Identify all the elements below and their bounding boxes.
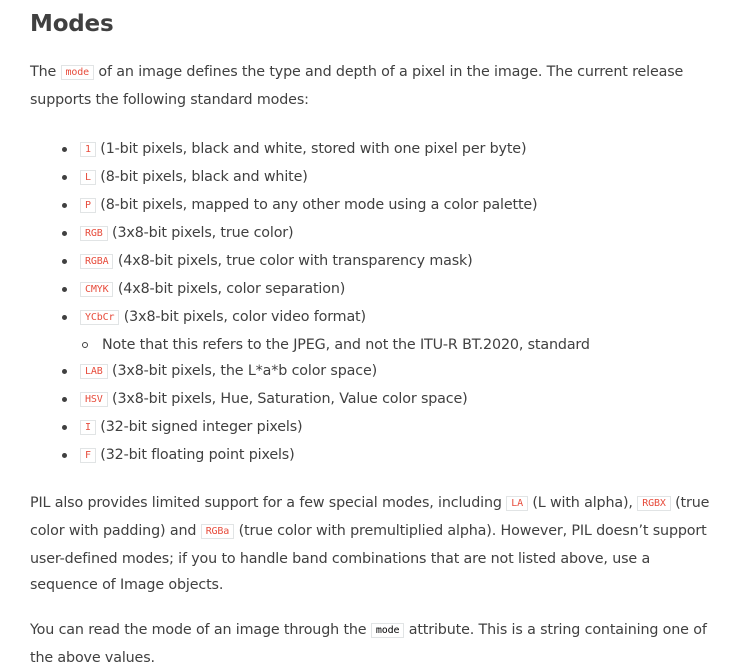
mode-code: CMYK	[80, 282, 113, 297]
section-heading: Modes	[30, 11, 114, 37]
intro-text-after: of an image defines the type and depth of a pixel in the image. The current release supports the following standard modes:	[30, 64, 684, 108]
special-text-3: (true color with padding) and	[30, 495, 710, 539]
list-item	[60, 136, 720, 164]
bullet-icon	[62, 203, 67, 208]
mode-code: P	[80, 198, 96, 213]
inline-code-mode: mode	[61, 65, 94, 80]
list-item	[60, 358, 720, 386]
bullet-icon	[62, 425, 67, 430]
mode-description: (32-bit floating point pixels)	[95, 447, 295, 463]
list-item	[60, 414, 720, 442]
mode-code: I	[80, 420, 96, 435]
list-item	[60, 386, 720, 414]
mode-description: (3x8-bit pixels, Hue, Saturation, Value color space)	[107, 391, 468, 407]
bullet-icon	[62, 315, 67, 320]
mode-code: 1	[80, 142, 96, 157]
mode-description: (8-bit pixels, black and white)	[95, 169, 308, 185]
inline-code-mode-attribute: mode	[371, 623, 404, 638]
bullet-icon	[62, 397, 67, 402]
sub-list-item	[80, 332, 720, 358]
mode-description: (1-bit pixels, black and white, stored with one pixel per byte)	[95, 141, 527, 157]
inline-code-rgba-premult: RGBa	[201, 524, 234, 539]
bullet-icon	[62, 369, 67, 374]
mode-code: L	[80, 170, 96, 185]
mode-description: (3x8-bit pixels, true color)	[107, 225, 294, 241]
special-text-2: (L with alpha),	[527, 495, 638, 511]
mode-code: HSV	[80, 392, 108, 407]
inline-code-la: LA	[506, 496, 528, 511]
mode-code: RGB	[80, 226, 108, 241]
sub-list	[80, 332, 720, 358]
special-modes-paragraph	[30, 490, 720, 598]
list-item	[60, 248, 720, 276]
mode-description: (4x8-bit pixels, color separation)	[113, 281, 346, 297]
mode-code: LAB	[80, 364, 108, 379]
modes-list	[30, 136, 720, 470]
bullet-icon	[62, 453, 67, 458]
mode-note: Note that this refers to the JPEG, and not the ITU-R BT.2020, standard	[102, 337, 590, 353]
list-item	[60, 164, 720, 192]
read-mode-paragraph	[30, 617, 720, 671]
intro-text-before: The	[30, 64, 61, 80]
bullet-icon	[62, 259, 67, 264]
list-item	[60, 220, 720, 248]
bullet-icon	[62, 287, 67, 292]
bullet-icon	[62, 231, 67, 236]
list-item	[60, 192, 720, 220]
document-section	[30, 0, 720, 671]
inline-code-rgbx: RGBX	[637, 496, 670, 511]
mode-description: (3x8-bit pixels, color video format)	[119, 309, 366, 325]
read-text-2: attribute. This is a string containing one of the above values.	[30, 622, 707, 666]
mode-code: F	[80, 448, 96, 463]
list-item	[60, 304, 720, 358]
bullet-icon	[62, 147, 67, 152]
mode-description: (3x8-bit pixels, the L*a*b color space)	[107, 363, 378, 379]
special-text-1: PIL also provides limited support for a few special modes, including	[30, 495, 507, 511]
bullet-icon	[62, 175, 67, 180]
circle-bullet-icon	[82, 342, 88, 348]
mode-description: (8-bit pixels, mapped to any other mode using a color palette)	[95, 197, 538, 213]
list-item	[60, 442, 720, 470]
mode-code: RGBA	[80, 254, 113, 269]
read-text-1: You can read the mode of an image through the	[30, 622, 371, 638]
intro-paragraph	[30, 59, 720, 113]
list-item	[60, 276, 720, 304]
mode-code: YCbCr	[80, 310, 119, 325]
special-text-4: (true color with premultiplied alpha). However, PIL doesn’t support user-defined modes; if you to handle band combinations that are not listed above, use a sequence of Image objects.	[30, 523, 707, 593]
mode-description: (32-bit signed integer pixels)	[95, 419, 303, 435]
mode-description: (4x8-bit pixels, true color with transparency mask)	[113, 253, 473, 269]
